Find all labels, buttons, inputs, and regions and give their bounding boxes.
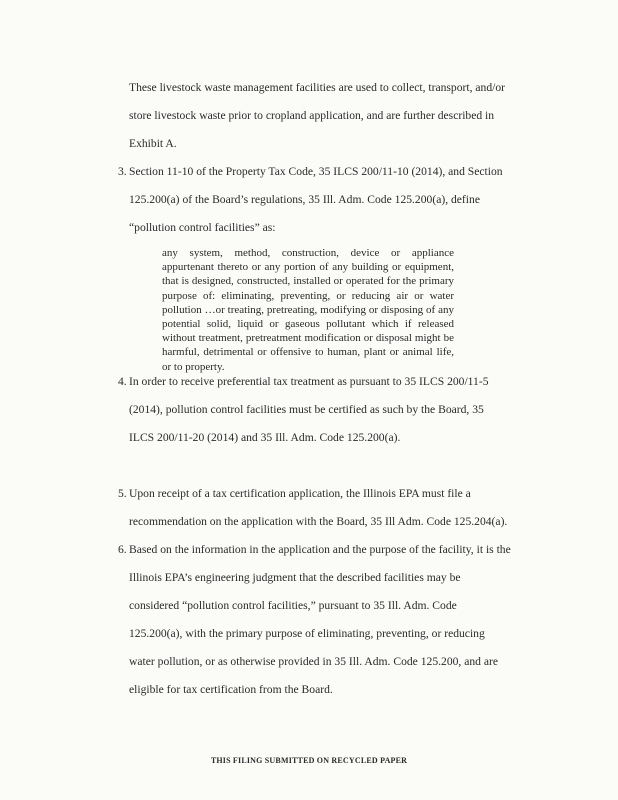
text-line: These livestock waste management facilities are used to collect, transport, and/or xyxy=(129,81,506,94)
intro-paragraph xyxy=(129,74,534,158)
text-line: “pollution control facilities” as: xyxy=(129,221,276,234)
paragraph-5-text xyxy=(129,480,507,536)
text-line: ILCS 200/11-20 (2014) and 35 Ill. Adm. Code 125.200(a). xyxy=(129,431,401,444)
text-line: Based on the information in the application and the purpose of the facility, it is the xyxy=(129,543,511,556)
text-line: 125.200(a) of the Board’s regulations, 35 Ill. Adm. Code 125.200(a), define xyxy=(129,193,480,206)
text-line: In order to receive preferential tax treatment as pursuant to 35 ILCS 200/11-5 xyxy=(129,375,489,388)
text-line: recommendation on the application with the Board, 35 Ill Adm. Code 125.204(a). xyxy=(129,515,508,528)
text-line: water pollution, or as otherwise provided in 35 Ill. Adm. Code 125.200, and are xyxy=(129,655,498,668)
paragraph-number: 3. xyxy=(118,165,127,178)
paragraph-number: 4. xyxy=(118,375,127,388)
text-line: Illinois EPA’s engineering judgment that the described facilities may be xyxy=(129,571,461,584)
text-line: (2014), pollution control facilities must be certified as such by the Board, 35 xyxy=(129,403,484,416)
paragraph-6-text xyxy=(129,536,511,704)
paragraph-number: 5. xyxy=(118,487,127,500)
paragraph-4-text xyxy=(129,368,489,452)
paragraph-number: 6. xyxy=(118,543,127,556)
text-line: eligible for tax certification from the Board. xyxy=(129,683,333,696)
block-quote: any system, method, construction, device or appliance appurtenant thereto or any portion of any building or equipment, that is designed, constructed, installed or operated for the primary purpose of: eliminating, preventing, or reducing air or water pollution …or treating, pretreating, modifying or disposing of any potential solid, liquid or gaseous pollutant which if released without treatment, pretreatment modification or disposal might be harmful, detrimental or offensive to human, plant or animal life, or to property. xyxy=(162,247,454,373)
paragraph-3-text xyxy=(129,158,503,242)
text-line: store livestock waste prior to cropland application, and are further described in xyxy=(129,109,495,122)
text-line: considered “pollution control facilities,” pursuant to 35 Ill. Adm. Code xyxy=(129,599,457,612)
text-line: 125.200(a), with the primary purpose of eliminating, preventing, or reducing xyxy=(129,627,485,640)
text-line: Exhibit A. xyxy=(129,137,177,150)
text-line: Section 11-10 of the Property Tax Code, 35 ILCS 200/11-10 (2014), and Section xyxy=(129,165,503,178)
text-line: Upon receipt of a tax certification application, the Illinois EPA must file a xyxy=(129,487,471,500)
page-footer: THIS FILING SUBMITTED ON RECYCLED PAPER xyxy=(210,756,408,765)
